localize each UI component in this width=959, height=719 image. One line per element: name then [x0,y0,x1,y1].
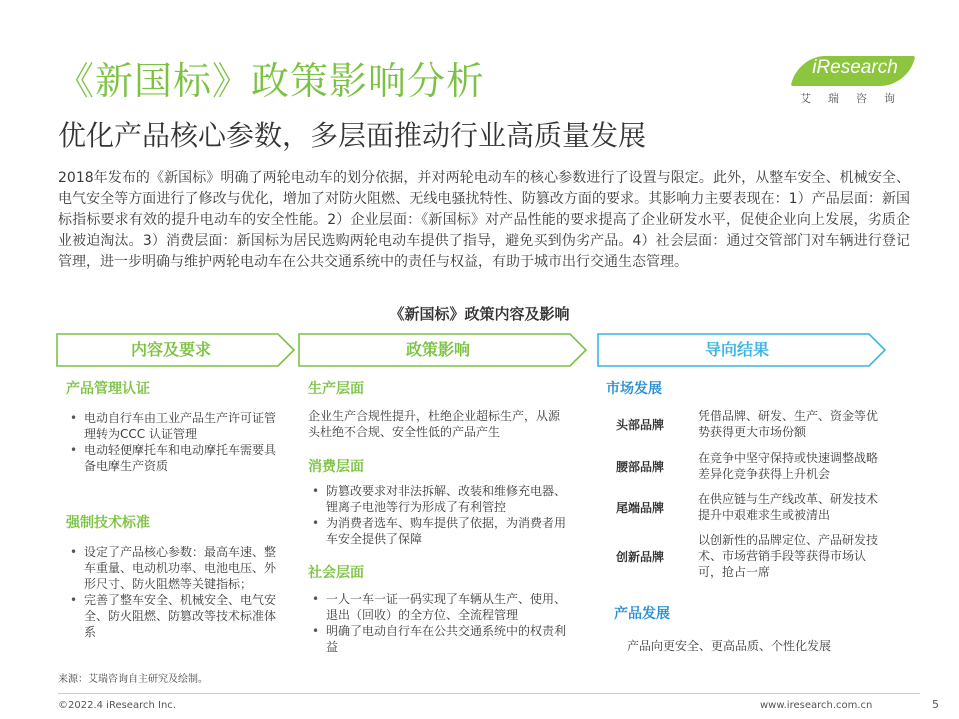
page-subtitle: 优化产品核心参数，多层面推动行业高质量发展 [58,119,647,152]
list-item: • 设定了产品核心参数：最高车速、整车重量、电动机功率、电池电压、外形尺寸、防火阻燃等关键指标； [66,544,278,592]
arrow-content-requirements [56,333,296,367]
col2-section3-heading: 社会层面 [308,565,364,581]
source-note: 来源：艾瑞咨询自主研究及绘制。 [58,674,208,685]
website-link[interactable]: www.iresearch.com.cn [760,700,873,711]
col3-section1-heading: 市场发展 [606,381,662,397]
copyright-text: ©2022.4 iResearch Inc. [58,700,176,711]
list-item: • 为消费者选车、购车提供了依据，为消费者用车安全提供了保障 [308,515,570,547]
list-item: • 完善了整车安全、机械安全、电气安全、防火阻燃、防篡改等技术标准体系 [66,592,278,640]
list-item: • 一人一车一证一码实现了车辆从生产、使用、退出（回收）的全方位、全流程管理 [308,591,570,623]
list-item: • 电动自行车由工业产品生产许可证管理转为CCC 认证管理 [66,410,276,442]
col1-section1-list [66,410,276,474]
brand-name-waist: 腰部品牌 [616,460,665,474]
col2-section3-list [308,591,570,655]
page-title: 《新国标》政策影响分析 [56,59,486,103]
col2-section1-heading: 生产层面 [308,381,364,397]
brand-name-tail: 尾端品牌 [616,501,665,515]
col3-section2-heading: 产品发展 [614,606,670,622]
arrow-label-1: 内容及要求 [130,340,211,359]
list-item: • 防篡改要求对非法拆解、改装和维修充电器、锂离子电池等行为形成了有利管控 [308,483,570,515]
brand-desc-innovative: 以创新性的品牌定位、产品研发技术、市场营销手段等获得市场认可，抢占一席 [698,533,879,579]
diagram-title: 《新国标》政策内容及影响 [389,305,570,323]
iresearch-logo [790,52,920,104]
arrow-guided-results [597,333,887,367]
logo-chinese-text: 艾瑞咨询 [800,92,912,105]
brand-desc-tail: 在供应链与生产线改革、研发技术提升中艰难求生或被清出 [698,492,879,522]
brand-desc-head: 凭借品牌、研发、生产、资金等优势获得更大市场份额 [698,409,879,439]
page-number: 5 [932,698,939,711]
arrow-label-2: 政策影响 [405,340,470,359]
intro-paragraph: 2018年发布的《新国标》明确了两轮电动车的划分依据，并对两轮电动车的核心参数进行了设置与限定。此外，从整车安全、机械安全、电气安全等方面进行了修改与优化，增加了对防火阻燃、无线电骚扰特性、防篡改方面的要求。其影响力主要表现在：1）产品层面：新国标指标要求有效的提升电动车的安全性能。2）企业层面：《新国标》对产品性能的要求提高了企业研发水平，促使企业向上发展，劣质企业被迫淘汰。3）消费层面：新国标为居民选购两轮电动车提供了指导，避免买到伪劣产品。4）社会层面：通过交管部门对车辆进行登记管理，进一步明确与维护两轮电动车在公共交通系统中的责任与权益，有助于城市出行交通生态管理。 [58,170,910,270]
arrow-label-3: 导向结果 [704,340,769,359]
col1-section1-heading: 产品管理认证 [66,381,150,397]
brand-name-head: 头部品牌 [616,418,665,432]
list-item: • 明确了电动自行车在公共交通系统中的权责利益 [308,623,570,655]
col1-section2-heading: 强制技术标准 [66,515,150,531]
col2-section2-heading: 消费层面 [308,459,364,475]
brand-name-innovative: 创新品牌 [616,550,665,564]
brand-desc-waist: 在竞争中坚守保持或快速调整战略差异化竞争获得上升机会 [698,451,879,481]
col2-section1-text: 企业生产合规性提升，杜绝企业超标生产，从源头杜绝不合规、安全性低的产品产生 [308,409,561,439]
col3-section2-text: 产品向更安全、更高品质、个性化发展 [627,639,832,653]
arrow-policy-impact [298,333,588,367]
col2-section2-list [308,483,570,547]
footer-divider [58,693,920,694]
col1-section2-list [66,544,278,640]
list-item: • 电动轻便摩托车和电动摩托车需要具备电摩生产资质 [66,442,276,474]
logo-brand-text: iResearch [812,57,898,78]
